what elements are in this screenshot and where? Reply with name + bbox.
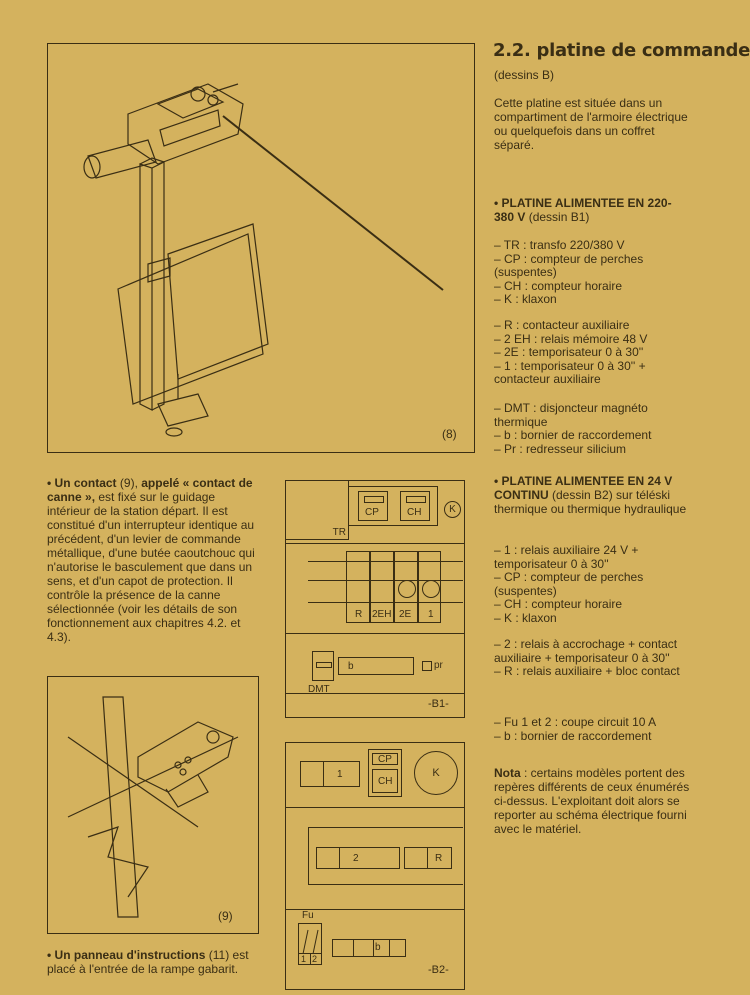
ac-title-bold: PLATINE ALIMENTEE EN 220-380 V [494,196,672,224]
b2-klaxon [414,751,458,795]
list-item: – DMT : disjoncteur magnéto thermique [494,401,648,429]
b1-separator-1 [286,543,464,544]
b1-tr-box [285,480,349,540]
list-item: – b : bornier de raccordement [494,728,652,743]
list-item: – TR : transfo 220/380 V [494,238,625,252]
figure-9-caption: (9) [218,909,233,923]
list-item: – R : relais auxiliaire + bloc contact [494,664,680,678]
dc-section-title [494,474,694,516]
list-item: – 1 : temporisateur 0 à 30'' + contacteur auxiliaire [494,358,646,386]
instructions-bold: Un panneau d'instructions [54,948,206,962]
ac-section-title [494,196,690,224]
list-item: – Pr : redresseur silicium [494,441,627,456]
list-item: – CH : compteur horaire [494,597,623,611]
list-item: – CP : compteur de perches (suspentes) [494,570,644,598]
b1-pr-label: pr [434,660,443,671]
cane-contact-illustration [48,677,258,933]
list-item: – 2 : relais à accrochage + contact auxiliaire + temporisateur 0 à 30'' [494,637,678,665]
b2-relay-r: R [404,847,452,869]
b1-cp-label: CP [365,507,379,518]
b2-fu-label: Fu [302,910,314,921]
b1-separator-3 [286,693,464,694]
b1-dmt-label: DMT [308,684,330,695]
instructions-paragraph [47,948,257,976]
list-item: – R : contacteur auxiliaire [494,318,630,332]
ac-group-2 [494,319,694,387]
list-item: – 2 EH : relais mémoire 48 V [494,331,648,346]
ac-group-3 [494,402,694,456]
ski-lift-contact-illustration [48,44,474,452]
b2-relay-2: 2 [316,847,400,869]
section-subtitle: (dessins B) [494,68,555,82]
b2-ch-box: CH [372,769,398,793]
figure-9-frame [47,676,259,934]
contact-text: est fixé sur le guidage intérieur de la station départ. Il est constitué d'un interrupteur identique au précédent, d'un levier de commande métallique, d'une butée caoutchouc qui n'autorise le basculement que dans un sens, et d'un capot de protection. Il contrôle la présence de la canne sélectionnée (voir les détails de son fonctionnement aux chapitres 4.2. et 4.3). [47,490,255,644]
figure-8-caption: (8) [442,427,457,441]
b1-pr-box [422,661,432,671]
b1-relay-r: R [346,551,370,623]
b1-cp-box [358,491,388,521]
b1-b-label: b [348,661,354,672]
figure-8-frame [47,43,475,453]
b1-tr-label: TR [332,527,346,538]
list-item: – CH : compteur horaire [494,278,623,293]
list-item: – 2E : temporisateur 0 à 30'' [494,345,644,359]
dc-group-2 [494,638,694,679]
b1-relay-2e: 2E [394,551,418,623]
b1-relay-2eh: 2EH [370,551,394,623]
nota-label: Nota [494,766,521,780]
dc-title-rest: (dessin B2) sur téléski thermique ou thermique hydraulique [494,488,687,516]
intro-paragraph: Cette platine est située dans un compartiment de l'armoire électrique ou quelquefois dans un coffret séparé. [494,96,688,152]
dc-group-3 [494,716,694,743]
b2-relay-1: 1 [300,761,360,787]
b2-k-label: K [432,767,440,779]
contact-bold-1: Un contact [54,476,117,490]
b2-b-label: b [375,942,381,953]
b2-separator-1 [286,807,464,808]
dc-group-1 [494,544,694,625]
contact-normal-1: (9), [116,476,142,490]
b1-dmt-box [312,651,334,681]
diagram-b1 [285,480,465,718]
b1-k-label: K [449,504,456,515]
b2-caption: -B2- [428,964,449,976]
b2-cp-box: CP [372,753,398,765]
b2-terminal-block [332,939,406,957]
nota-paragraph [494,766,692,836]
section-heading: 2.2. platine de commande [493,40,750,61]
ac-title-rest: (dessin B1) [525,210,590,224]
b1-caption: -B1- [428,698,449,710]
b1-ch-label: CH [407,507,422,518]
dc-title-bold: PLATINE ALIMENTEE EN 24 V CONTINU [494,474,673,502]
list-item: – K : klaxon [494,610,557,625]
diagram-b2 [285,742,465,990]
b1-klaxon [444,501,461,518]
b1-separator-2 [286,633,464,634]
b2-fuse-block: 1 2 [298,923,322,965]
b1-relay-1: 1 [418,551,441,623]
list-item: – Fu 1 et 2 : coupe circuit 10 A [494,715,657,729]
list-item: – b : bornier de raccordement [494,428,652,442]
instructions-text: (11) est placé à l'entrée de la rampe gabarit. [47,948,249,976]
list-item: – CP : compteur de perches (suspentes) [494,251,644,279]
b1-ch-box [400,491,430,521]
nota-text: : certains modèles portent des repères différents de ceux énumérés ci-dessus. L'exploitant doit alors se reporter au schéma électrique fourni avec le matériel. [494,766,690,836]
list-item: – 1 : relais auxiliaire 24 V + temporisateur 0 à 30'' [494,543,639,571]
ac-group-1 [494,239,694,307]
contact-bold-2: appelé « contact de canne », [47,476,253,504]
contact-paragraph [47,476,257,644]
list-item: – K : klaxon [494,292,557,306]
